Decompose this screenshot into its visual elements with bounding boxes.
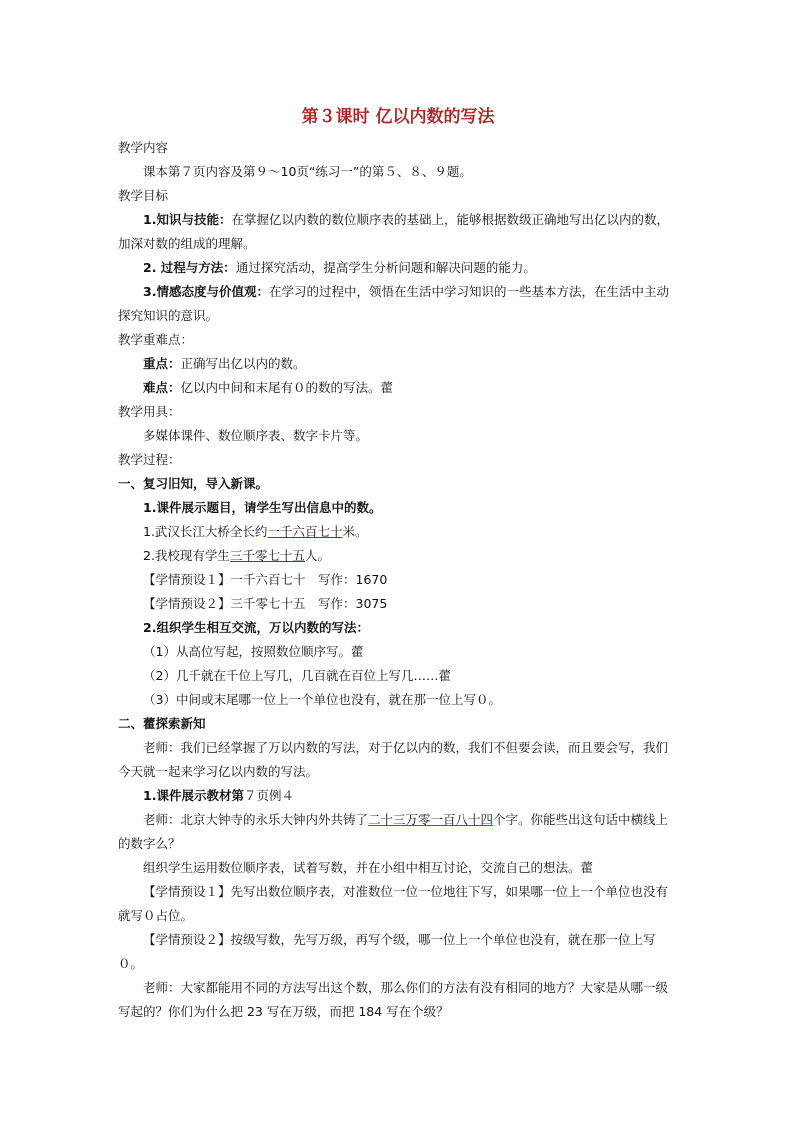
item-1-prefix: 1.武汉长江大桥全长约	[143, 524, 268, 539]
content-text: 课本第７页内容及第９～10页“练习一”的第５、８、９题。	[143, 164, 472, 179]
teacher-suffix: 个字。你能些出这句话中横线上的数字么？	[118, 812, 669, 851]
part-1-heading: 一、复习旧知，导入新课。	[118, 476, 269, 491]
goal-1-label: 1.知识与技能：	[143, 212, 232, 227]
preset-2-label: 【学情预设２】	[143, 932, 231, 947]
goal-3	[118, 280, 678, 328]
preset-1	[118, 880, 678, 928]
goal-1	[118, 208, 678, 256]
goal-2-text: 通过探究活动，提高学生分析问题和解决问题的能力。	[235, 260, 536, 275]
part-1-item-2	[118, 544, 678, 568]
key-point	[118, 352, 678, 376]
process-heading: 教学过程：	[118, 452, 181, 467]
part-2-heading: 二、藿探索新知	[118, 716, 206, 731]
teacher-text: 大家都能用不同的方法写出这个数，那么你们的方法有没有相同的地方？大家是从哪一级写起的？你们为什么把 23 写在万级，而把 184 写在个级？	[118, 980, 669, 1019]
goal-3-text: 在学习的过程中，领悟在生活中学习知识的一些基本方法，在生活中主动探究知识的意识。	[118, 284, 669, 323]
part-1-step-2: 2.组织学生相互交流，万以内数的写法：	[143, 620, 369, 635]
organize-text: 组织学生运用数位顺序表，试着写数，并在小组中相互讨论，交流自己的想法。藿	[143, 860, 594, 875]
preset-2	[118, 928, 678, 976]
teacher-line-3	[118, 976, 678, 1024]
teacher-label: 老师：	[143, 812, 181, 827]
step-bold: 1.课件展示教材第	[143, 788, 244, 803]
preset-2-text: 按级写数，先写万级，再写个级，哪一位上一个单位也没有，就在那一位上写０。	[118, 932, 656, 971]
content-heading: 教学内容	[118, 140, 169, 155]
tools-heading: 教学用具：	[118, 404, 181, 419]
goal-1-text: 在掌握亿以内数的数位顺序表的基础上，能够根据数级正确地写出亿以内的数，加深对数的组成的理解。	[118, 212, 669, 251]
goal-2-label: 2. 过程与方法：	[143, 260, 236, 275]
document-page	[118, 106, 678, 1024]
tools-text: 多媒体课件、数位顺序表、数字卡片等。	[143, 428, 369, 443]
hard-point	[118, 376, 678, 400]
teacher-line-1	[118, 736, 678, 784]
part-1-step-1: 1.课件展示题目，请学生写出信息中的数。	[143, 500, 382, 515]
teacher-text: 我们已经掌握了万以内数的写法，对于亿以内的数，我们不但要会读，而且要会写，我们今天就一起来学习亿以内数的写法。	[118, 740, 669, 779]
preset-1-label: 【学情预设１】	[143, 884, 231, 899]
key-label: 重点：	[143, 356, 181, 371]
hard-label: 难点：	[143, 380, 181, 395]
step-tail: ７页例４	[243, 788, 294, 803]
part-1-item-1	[118, 520, 678, 544]
goal-2	[118, 256, 678, 280]
teacher-line-2	[118, 808, 678, 856]
teacher-label: 老师：	[143, 980, 181, 995]
teacher-prefix: 北京大钟寺的永乐大钟内外共铸了	[180, 812, 369, 827]
part-1-rule-3: （3）中间或末尾哪一位上一个单位也没有，就在那一位上写０。	[143, 692, 501, 707]
page-title: 第３课时 亿以内数的写法	[301, 107, 495, 127]
difficulty-heading: 教学重难点：	[118, 332, 194, 347]
goals-heading: 教学目标	[118, 188, 169, 203]
key-text: 正确写出亿以内的数。	[180, 356, 306, 371]
item-1-underlined-number: 一千六百七十	[267, 524, 343, 539]
part-1-preset-2: 【学情预设２】三千零七十五 写作：3075	[143, 596, 388, 611]
item-2-suffix: 人。	[304, 548, 330, 563]
part-1-rule-2: （2）几千就在千位上写几，几百就在百位上写几……藿	[143, 668, 451, 683]
teacher-label: 老师：	[143, 740, 181, 755]
preset-1-text: 先写出数位顺序表，对准数位一位一位地往下写，如果哪一位上一个单位也没有就写０占位。	[118, 884, 669, 923]
item-2-prefix: 2.我校现有学生	[143, 548, 230, 563]
part-2-step-1	[118, 784, 678, 808]
item-1-suffix: 米。	[342, 524, 368, 539]
underlined-number: 二十三万零一百八十四	[368, 812, 494, 827]
item-2-underlined-number: 三千零七十五	[229, 548, 305, 563]
part-1-preset-1: 【学情预设１】一千六百七十 写作：1670	[143, 572, 388, 587]
part-1-rule-1: （1）从高位写起，按照数位顺序写。藿	[143, 644, 364, 659]
goal-3-label: 3.情感态度与价值观：	[143, 284, 269, 299]
hard-text: 亿以内中间和末尾有０的数的写法。藿	[180, 380, 394, 395]
